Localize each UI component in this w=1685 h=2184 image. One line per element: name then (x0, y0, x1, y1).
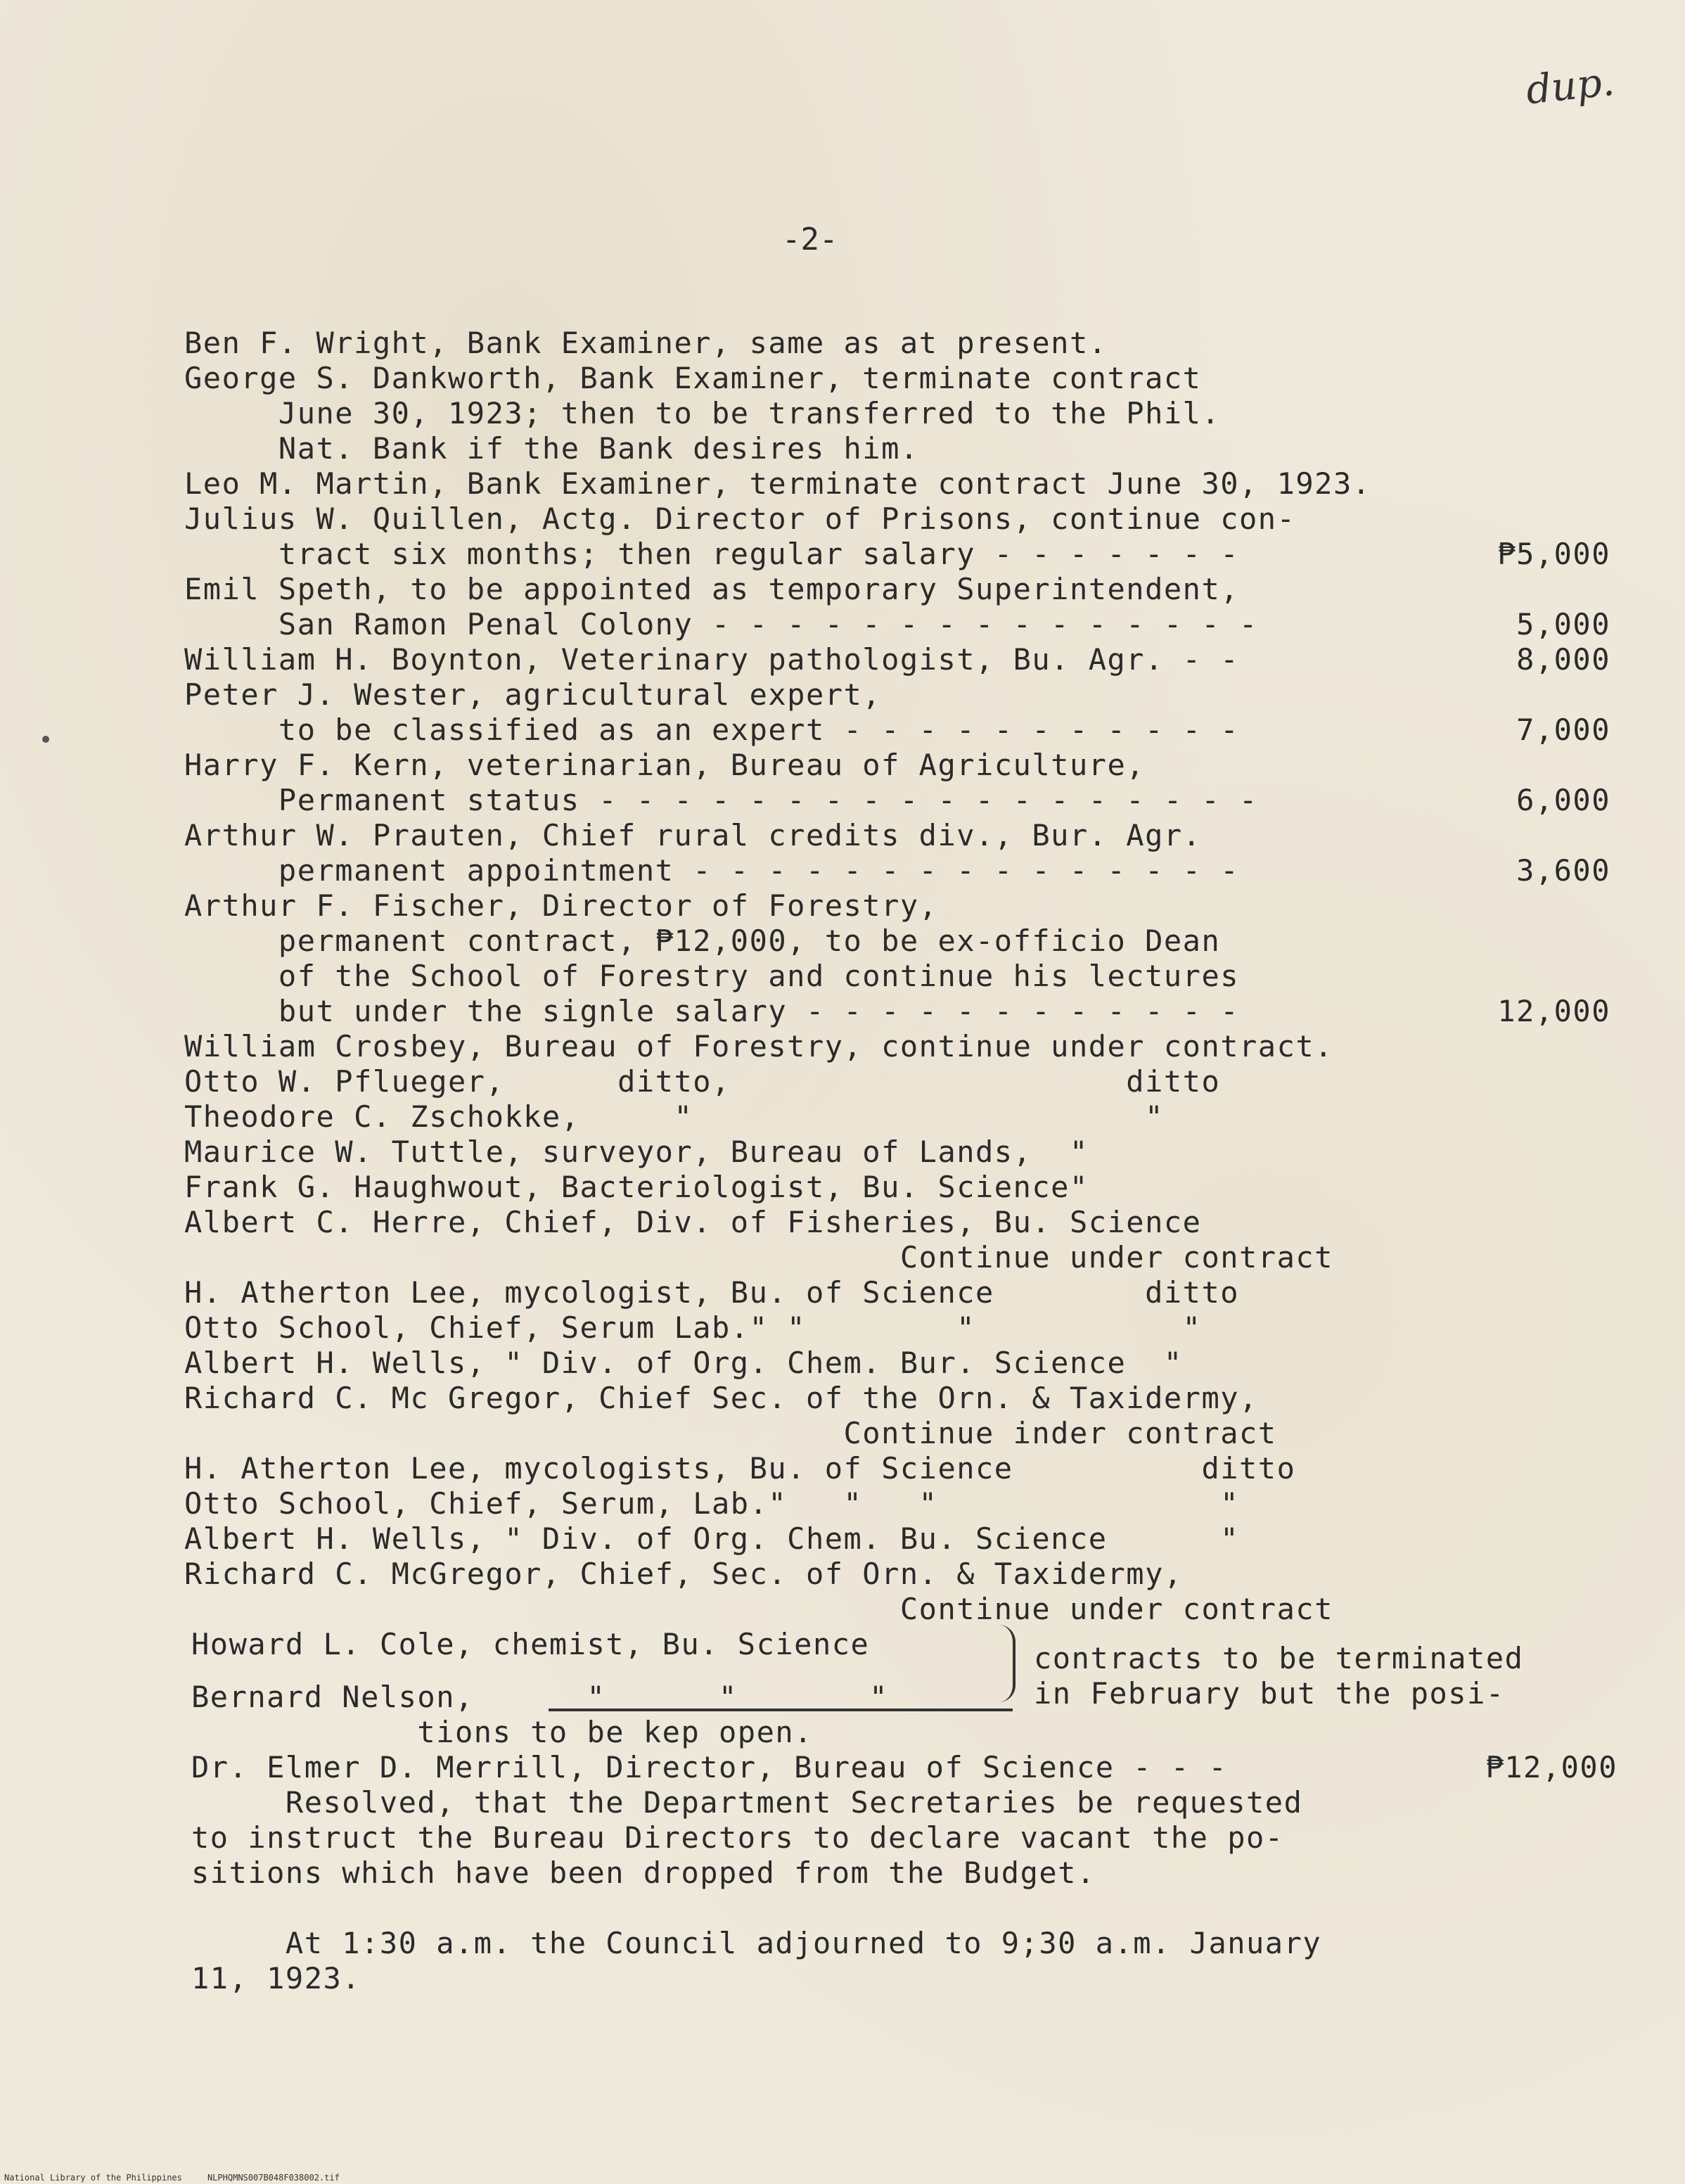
line-resolved-2: to instruct the Bureau Directors to declare vacant the po- (191, 1820, 1284, 1855)
line-school: Otto School, Chief, Serum Lab." " " " (184, 1310, 1202, 1345)
line-herre: Albert C. Herre, Chief, Div. of Fisheries, Bu. Science (184, 1205, 1202, 1239)
line-prauten-2: permanent appointment - - - - - - - - - - - - - - - (184, 853, 1240, 888)
line-speth-2: San Ramon Penal Colony - - - - - - - - - - - - - - - (184, 607, 1258, 641)
line-dankworth-3: Nat. Bank if the Bank desires him. (184, 431, 919, 466)
amount-boynton: 8,000 (1516, 642, 1610, 677)
scan-footer: National Library of the Philippines NLPHQMNS007B048F038002.tif (4, 2173, 340, 2183)
side-note-2: in February but the posi- (1034, 1676, 1505, 1711)
line-crosbey: William Crosbey, Bureau of Forestry, continue under contract. (184, 1029, 1333, 1064)
side-note-1: contracts to be terminated (1034, 1641, 1524, 1675)
line-continue-3: Continue under contract (184, 1592, 1333, 1626)
line-wester: Peter J. Wester, agricultural expert, (184, 677, 882, 712)
line-cole: Howard L. Cole, chemist, Bu. Science (191, 1627, 870, 1661)
line-boynton: William H. Boynton, Veterinary pathologist, Bu. Agr. - - (184, 642, 1240, 677)
bracket-mark (999, 1625, 1016, 1702)
line-pflueger: Otto W. Pflueger, ditto, ditto (184, 1064, 1221, 1099)
handwritten-annotation: dup. (1523, 58, 1617, 114)
amount-quillen: ₱5,000 (1497, 537, 1610, 571)
underline-rule (549, 1709, 1013, 1711)
line-mcgregor-2: Richard C. McGregor, Chief, Sec. of Orn. & Taxidermy, (184, 1557, 1183, 1591)
line-dankworth: George S. Dankworth, Bank Examiner, terminate contract (184, 361, 1202, 395)
line-wells: Albert H. Wells, " Div. of Org. Chem. Bur. Science " (184, 1346, 1183, 1380)
line-lee: H. Atherton Lee, mycologist, Bu. of Science ditto (184, 1275, 1240, 1310)
line-speth: Emil Speth, to be appointed as temporary Superintendent, (184, 572, 1240, 606)
line-haughwout: Frank G. Haughwout, Bacteriologist, Bu. Science" (184, 1170, 1089, 1204)
line-martin: Leo M. Martin, Bank Examiner, terminate contract June 30, 1923. (184, 466, 1371, 501)
line-fischer-2: permanent contract, ₱12,000, to be ex-officio Dean (184, 924, 1221, 958)
amount-speth: 5,000 (1516, 607, 1610, 641)
line-wells-2: Albert H. Wells, " Div. of Org. Chem. Bu. Science " (184, 1521, 1240, 1556)
amount-wester: 7,000 (1516, 713, 1610, 747)
line-dankworth-2: June 30, 1923; then to be transferred to the Phil. (184, 396, 1221, 430)
line-resolved-3: sitions which have been dropped from the Budget. (191, 1856, 1096, 1890)
line-wright: Ben F. Wright, Bank Examiner, same as at present. (184, 326, 1108, 360)
punch-mark (42, 736, 49, 743)
line-lee-2: H. Atherton Lee, mycologists, Bu. of Science ditto (184, 1451, 1296, 1486)
line-fischer-3: of the School of Forestry and continue his lectures (184, 959, 1240, 993)
line-nelson: Bernard Nelson, " " " (191, 1680, 889, 1714)
amount-fischer: 12,000 (1497, 994, 1610, 1028)
line-quillen-2: tract six months; then regular salary - - - - - - - (184, 537, 1240, 571)
line-school-2: Otto School, Chief, Serum, Lab." " " " (184, 1486, 1240, 1521)
line-kern: Harry F. Kern, veterinarian, Bureau of Agriculture, (184, 748, 1146, 782)
line-mcgregor: Richard C. Mc Gregor, Chief Sec. of the Orn. & Taxidermy, (184, 1381, 1258, 1415)
amount-kern: 6,000 (1516, 783, 1610, 817)
line-fischer-4: but under the signle salary - - - - - - - - - - - - (184, 994, 1240, 1028)
line-zschokke: Theodore C. Zschokke, " " (184, 1099, 1164, 1134)
line-adjourned: At 1:30 a.m. the Council adjourned to 9;30 a.m. January (191, 1926, 1322, 1960)
line-fischer: Arthur F. Fischer, Director of Forestry, (184, 888, 938, 923)
amount-prauten: 3,600 (1516, 853, 1610, 888)
line-adjourned-2: 11, 1923. (191, 1961, 361, 1995)
line-positions-open: tions to be kep open. (191, 1715, 813, 1749)
line-prauten: Arthur W. Prauten, Chief rural credits div., Bur. Agr. (184, 818, 1202, 852)
page-number: -2- (782, 222, 838, 257)
line-continue-2: Continue inder contract (184, 1416, 1277, 1450)
line-tuttle: Maurice W. Tuttle, surveyor, Bureau of Lands, " (184, 1135, 1089, 1169)
line-resolved: Resolved, that the Department Secretaries be requested (191, 1785, 1303, 1820)
line-wester-2: to be classified as an expert - - - - - - - - - - - (184, 713, 1240, 747)
line-kern-2: Permanent status - - - - - - - - - - - - - - - - - - (184, 783, 1258, 817)
line-continue-1: Continue under contract (184, 1240, 1333, 1275)
amount-merrill: ₱12,000 (1485, 1750, 1617, 1784)
line-quillen: Julius W. Quillen, Actg. Director of Prisons, continue con- (184, 502, 1296, 536)
line-merrill: Dr. Elmer D. Merrill, Director, Bureau of Science - - - (191, 1750, 1228, 1784)
